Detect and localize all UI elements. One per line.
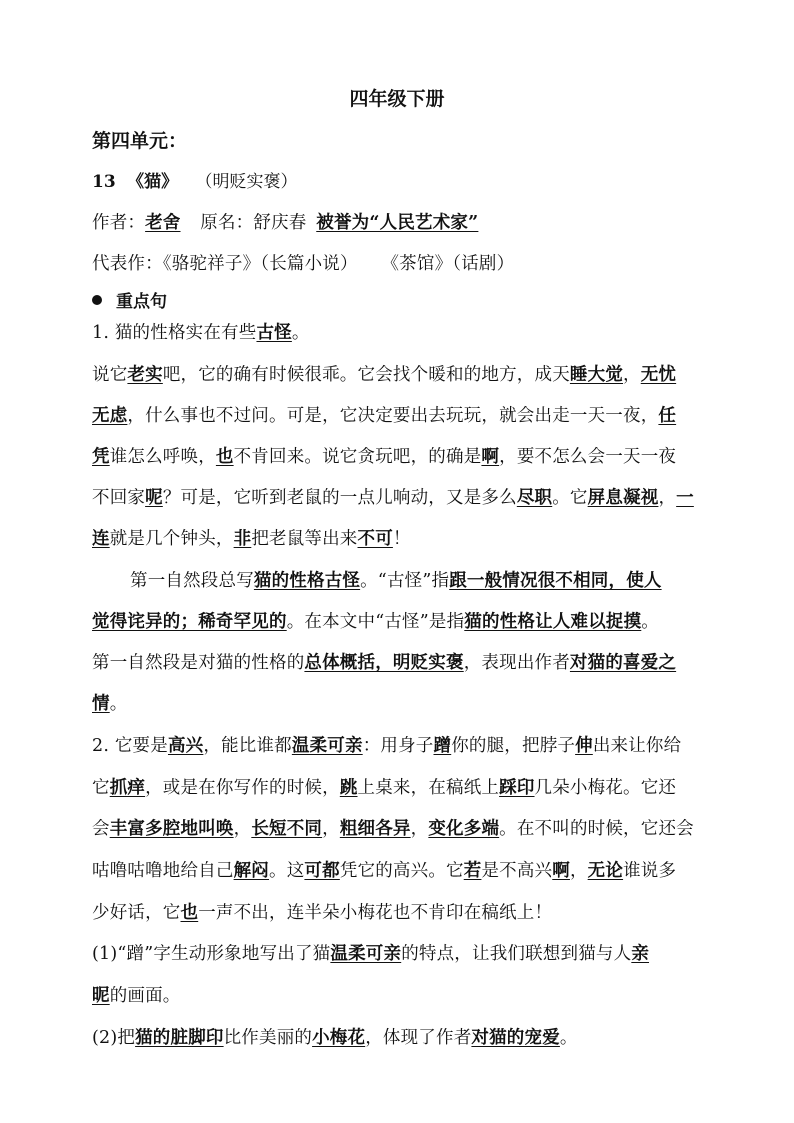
bullet-icon bbox=[92, 295, 102, 305]
text-run: 。 bbox=[109, 694, 128, 714]
text-run: 凭它的高兴。它 bbox=[339, 861, 464, 881]
page-title: 四年级下册 bbox=[349, 88, 445, 110]
text-run: 猫的性格古怪 bbox=[253, 571, 361, 591]
text-run: 解闷 bbox=[233, 861, 270, 881]
text-run: 亲 bbox=[631, 944, 650, 964]
text-run: 不可 bbox=[357, 529, 393, 549]
text-run: 。它 bbox=[552, 488, 588, 508]
text-run: 的画面。 bbox=[109, 986, 181, 1006]
text-run: 猫的性格让人难以捉摸 bbox=[464, 612, 642, 632]
text-run: 屏息凝视 bbox=[587, 488, 659, 508]
text-run: 第一自然段总写 bbox=[130, 571, 254, 591]
text-run: 非 bbox=[233, 529, 252, 549]
unit-heading: 第四单元： bbox=[92, 130, 188, 152]
text-run: ！ bbox=[392, 529, 411, 549]
text-run: 2. 它要是 bbox=[92, 736, 168, 756]
text-run: 无忧 bbox=[640, 365, 677, 385]
text-run: 也 bbox=[215, 447, 234, 467]
text-run: 丰富多腔地叫唤 bbox=[109, 819, 234, 839]
text-run: 也 bbox=[180, 903, 199, 923]
s1-analysis-1 bbox=[130, 570, 662, 592]
text-run: 凭 bbox=[92, 447, 110, 467]
text-run: 啊 bbox=[552, 861, 570, 881]
text-run: ，能比谁都 bbox=[203, 736, 292, 756]
text-run: 蹭 bbox=[433, 736, 452, 756]
text-run: 若 bbox=[463, 861, 482, 881]
text-run: 。 bbox=[291, 323, 310, 343]
text-run: 。“古怪”指 bbox=[360, 571, 450, 591]
text-run: 一声不出，连半朵小梅花也不肯印在稿纸上！ bbox=[198, 903, 553, 923]
text-run: ，或是在你写作的时候， bbox=[145, 778, 340, 798]
text-run: 跳 bbox=[339, 778, 358, 798]
text-run: 踩印 bbox=[499, 778, 535, 798]
s2-line-3 bbox=[92, 818, 694, 840]
text-run: 伸 bbox=[575, 736, 593, 756]
s2-note-1b bbox=[92, 985, 181, 1007]
s1-line-4 bbox=[92, 487, 694, 509]
text-run: 温柔可亲 bbox=[330, 944, 402, 964]
s2-note-2 bbox=[92, 1027, 578, 1049]
text-run: 长短不同 bbox=[251, 819, 323, 839]
text-run: 不回家 bbox=[92, 488, 146, 508]
s2-note-1a bbox=[92, 943, 649, 965]
text-run: 古怪 bbox=[256, 323, 292, 343]
text-run: 说它 bbox=[92, 365, 128, 385]
text-run: ， bbox=[410, 819, 429, 839]
text-run: 啊 bbox=[481, 447, 500, 467]
text-run: 。 bbox=[641, 612, 659, 632]
s1-analysis-2 bbox=[92, 611, 659, 633]
text-run: 1. 猫的性格实在有些 bbox=[92, 323, 257, 343]
text-run: 觉得诧异的；稀奇罕见的 bbox=[92, 612, 287, 632]
text-run: ：用身子 bbox=[362, 736, 434, 756]
text-run: 对猫的宠爱 bbox=[471, 1028, 560, 1048]
text-run: 的特点，让我们联想到猫与人 bbox=[401, 944, 632, 964]
s1-line-2 bbox=[92, 405, 676, 427]
author-line bbox=[92, 212, 478, 234]
text-run: 比作美丽的 bbox=[223, 1028, 313, 1048]
text-run: (2)把 bbox=[92, 1028, 136, 1048]
text-run: 把老鼠等出来 bbox=[251, 529, 358, 549]
text-run: 。 bbox=[559, 1028, 578, 1048]
text-run: 你的腿，把脖子 bbox=[451, 736, 576, 756]
text-run: 吧，它的确有时候很乖。它会找个暖和的地方，成天 bbox=[162, 365, 570, 385]
text-run: 它 bbox=[92, 778, 110, 798]
key-sentences-heading bbox=[92, 291, 167, 313]
text-run: ？可是，它听到老鼠的一点儿响动，又是多么 bbox=[162, 488, 517, 508]
text-run: 第一自然段是对猫的性格的 bbox=[92, 653, 305, 673]
text-run: 总体概括，明贬实褒 bbox=[304, 653, 464, 673]
lesson-name: 《猫》 bbox=[127, 172, 179, 192]
s2-line-2 bbox=[92, 777, 676, 799]
text-run: 可都 bbox=[304, 861, 340, 881]
author-honor: 被誉为“人民艺术家” bbox=[316, 213, 479, 233]
text-run: 。在本文中“古怪”是指 bbox=[286, 612, 465, 632]
author-label: 作者： bbox=[92, 213, 146, 233]
key-heading-label: 重点句 bbox=[116, 292, 167, 312]
text-run: 是不高兴 bbox=[481, 861, 553, 881]
text-run: 上桌来，在稿纸上 bbox=[357, 778, 500, 798]
text-run: 情 bbox=[92, 694, 110, 714]
text-run: 出来让你给 bbox=[592, 736, 682, 756]
text-run: 无虑 bbox=[92, 406, 128, 426]
text-run: 连 bbox=[92, 529, 110, 549]
s2-line-5 bbox=[92, 902, 552, 924]
text-run: ，表现出作者 bbox=[463, 653, 570, 673]
s1-line-3 bbox=[92, 446, 676, 468]
text-run: 无论 bbox=[587, 861, 624, 881]
text-run: 。这 bbox=[269, 861, 305, 881]
lesson-line bbox=[92, 171, 297, 193]
text-run: ， bbox=[623, 365, 641, 385]
text-run: ，什么事也不过问。可是，它决定要出去玩玩，就会出走一天一夜， bbox=[127, 406, 659, 426]
text-run: 抓痒 bbox=[109, 778, 146, 798]
text-run: 。在不叫的时候，它还会 bbox=[499, 819, 694, 839]
text-run: 任 bbox=[658, 406, 677, 426]
lesson-note: （明贬实褒） bbox=[195, 172, 298, 192]
s1-analysis-3 bbox=[92, 652, 676, 674]
s1-analysis-4 bbox=[92, 693, 127, 715]
text-run: 会 bbox=[92, 819, 110, 839]
text-run: 粗细各异 bbox=[339, 819, 411, 839]
text-run: ， bbox=[658, 488, 677, 508]
text-run: 跟一般情况很不相同，使人 bbox=[449, 571, 662, 591]
text-run: 温柔可亲 bbox=[291, 736, 363, 756]
s2-line-4 bbox=[92, 860, 676, 882]
text-run: ，要不怎么会一天一夜 bbox=[499, 447, 677, 467]
work-1: 《骆驼祥子》（长篇小说） bbox=[162, 254, 358, 274]
text-run: ， bbox=[233, 819, 252, 839]
text-run: 昵 bbox=[92, 986, 110, 1006]
text-run: ， bbox=[569, 861, 588, 881]
text-run: 谁怎么呼唤， bbox=[109, 447, 216, 467]
text-run: ， bbox=[322, 819, 340, 839]
text-run: 少好话，它 bbox=[92, 903, 181, 923]
work-2: 《茶馆》（话剧） bbox=[381, 254, 515, 274]
author-name: 老舍 bbox=[145, 213, 181, 233]
text-run: 猫的脏脚印 bbox=[135, 1028, 224, 1048]
works-line bbox=[92, 253, 514, 275]
text-run: 对猫的喜爱之 bbox=[569, 653, 677, 673]
text-run: (1)“蹭”字生动形象地写出了猫 bbox=[92, 944, 331, 964]
text-run: 就是几个钟头， bbox=[109, 529, 234, 549]
text-run: ，体现了作者 bbox=[365, 1028, 472, 1048]
lesson-number: 13 bbox=[92, 172, 116, 192]
text-run: 尽职 bbox=[516, 488, 553, 508]
text-run: 不肯回来。说它贪玩吧，的确是 bbox=[233, 447, 482, 467]
s1-intro bbox=[92, 322, 310, 344]
text-run: 几朵小梅花。它还 bbox=[534, 778, 677, 798]
s1-line-5 bbox=[92, 528, 411, 550]
text-run: 一 bbox=[676, 488, 694, 508]
works-label: 代表作： bbox=[92, 254, 163, 274]
s1-line-1 bbox=[92, 364, 676, 386]
s2-line-1 bbox=[92, 735, 681, 757]
text-run: 小梅花 bbox=[312, 1028, 366, 1048]
text-run: 变化多端 bbox=[428, 819, 500, 839]
text-run: 谁说多 bbox=[623, 861, 677, 881]
text-run: 高兴 bbox=[167, 736, 204, 756]
text-run: 睡大觉 bbox=[569, 365, 624, 385]
text-run: 咕噜咕噜地给自己 bbox=[92, 861, 234, 881]
original-name: 原名：舒庆春 bbox=[200, 213, 307, 233]
text-run: 老实 bbox=[127, 365, 163, 385]
text-run: 呢 bbox=[145, 488, 163, 508]
